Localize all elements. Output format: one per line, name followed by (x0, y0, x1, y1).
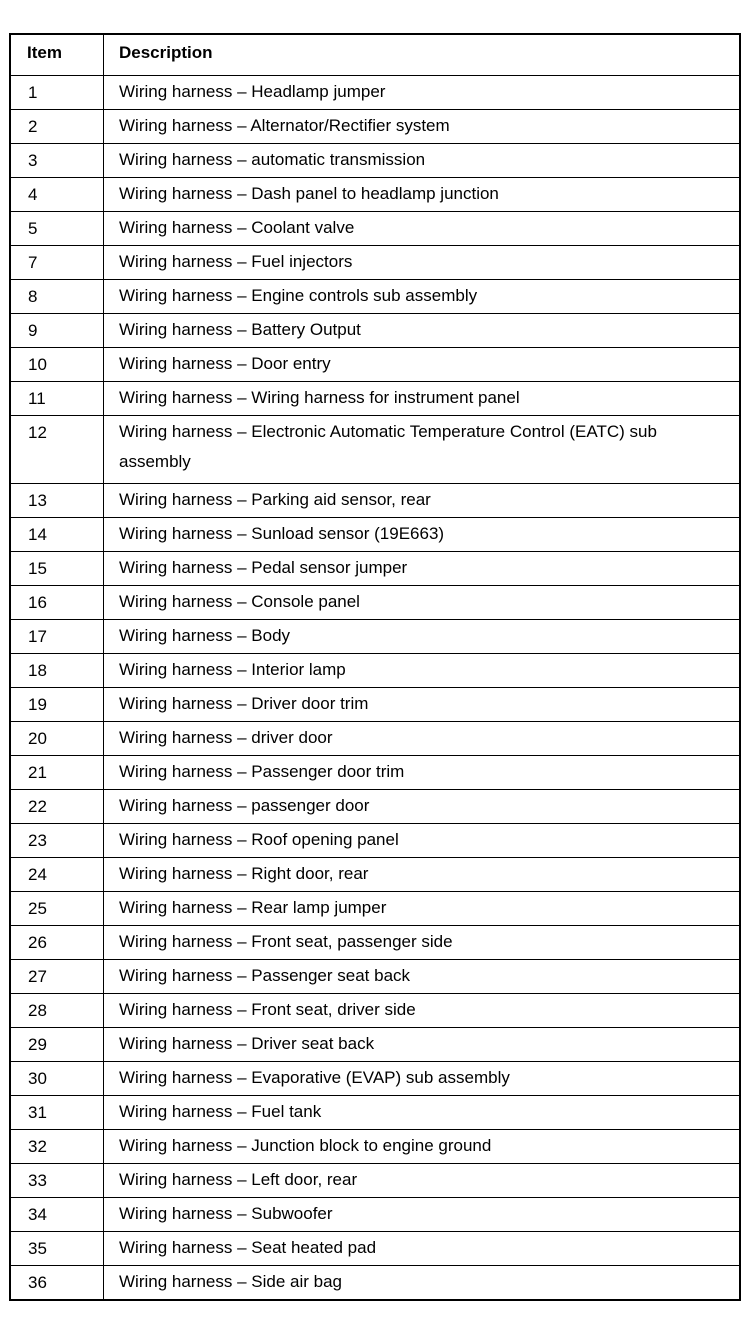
description-cell: Wiring harness – Junction block to engine ground (104, 1130, 741, 1164)
description-cell: Wiring harness – Door entry (104, 348, 741, 382)
table-row (10, 348, 740, 382)
table-header-row (10, 34, 740, 76)
description-cell: Wiring harness – Console panel (104, 586, 741, 620)
item-number-cell: 8 (10, 280, 104, 314)
description-cell: Wiring harness – Side air bag (104, 1266, 741, 1301)
table-row (10, 858, 740, 892)
item-number-cell: 10 (10, 348, 104, 382)
table-row (10, 110, 740, 144)
item-number-cell: 22 (10, 790, 104, 824)
description-cell: Wiring harness – passenger door (104, 790, 741, 824)
table-row (10, 960, 740, 994)
item-number-cell: 15 (10, 552, 104, 586)
description-cell: Wiring harness – Headlamp jumper (104, 76, 741, 110)
description-cell: Wiring harness – driver door (104, 722, 741, 756)
table-row (10, 76, 740, 110)
description-cell: Wiring harness – Parking aid sensor, rear (104, 484, 741, 518)
item-number-cell: 31 (10, 1096, 104, 1130)
table-row (10, 620, 740, 654)
table-row (10, 382, 740, 416)
description-cell: Wiring harness – Rear lamp jumper (104, 892, 741, 926)
item-number-cell: 11 (10, 382, 104, 416)
item-number-cell: 27 (10, 960, 104, 994)
table-row (10, 722, 740, 756)
item-number-cell: 19 (10, 688, 104, 722)
item-number-cell: 34 (10, 1198, 104, 1232)
description-cell: Wiring harness – Roof opening panel (104, 824, 741, 858)
table-row (10, 654, 740, 688)
item-number-cell: 16 (10, 586, 104, 620)
table-row (10, 1266, 740, 1301)
description-cell: Wiring harness – automatic transmission (104, 144, 741, 178)
item-number-cell: 21 (10, 756, 104, 790)
item-number-cell: 14 (10, 518, 104, 552)
table-row (10, 824, 740, 858)
table-row (10, 926, 740, 960)
description-cell: Wiring harness – Passenger door trim (104, 756, 741, 790)
table-row (10, 178, 740, 212)
table-row (10, 790, 740, 824)
description-cell: Wiring harness – Interior lamp (104, 654, 741, 688)
description-cell: Wiring harness – Evaporative (EVAP) sub assembly (104, 1062, 741, 1096)
item-number-cell: 9 (10, 314, 104, 348)
item-number-cell: 7 (10, 246, 104, 280)
table-row (10, 280, 740, 314)
description-cell: Wiring harness – Wiring harness for instrument panel (104, 382, 741, 416)
description-column-header: Description (104, 34, 741, 76)
table-row (10, 314, 740, 348)
wiring-harness-table (9, 33, 741, 1301)
table-row (10, 1164, 740, 1198)
item-number-cell: 28 (10, 994, 104, 1028)
table-row (10, 416, 740, 484)
description-cell: Wiring harness – Engine controls sub assembly (104, 280, 741, 314)
item-number-cell: 36 (10, 1266, 104, 1301)
description-cell: Wiring harness – Driver seat back (104, 1028, 741, 1062)
table-row (10, 1130, 740, 1164)
table-row (10, 1096, 740, 1130)
item-number-cell: 20 (10, 722, 104, 756)
table-row (10, 892, 740, 926)
item-number-cell: 18 (10, 654, 104, 688)
item-column-header: Item (10, 34, 104, 76)
item-number-cell: 3 (10, 144, 104, 178)
description-cell: Wiring harness – Seat heated pad (104, 1232, 741, 1266)
table-row (10, 756, 740, 790)
table-row (10, 586, 740, 620)
description-cell: Wiring harness – Passenger seat back (104, 960, 741, 994)
table-row (10, 1232, 740, 1266)
description-cell: Wiring harness – Front seat, passenger side (104, 926, 741, 960)
table-row (10, 144, 740, 178)
description-cell: Wiring harness – Alternator/Rectifier system (104, 110, 741, 144)
table-row (10, 1198, 740, 1232)
item-number-cell: 23 (10, 824, 104, 858)
description-cell: Wiring harness – Coolant valve (104, 212, 741, 246)
description-cell: Wiring harness – Dash panel to headlamp junction (104, 178, 741, 212)
item-number-cell: 25 (10, 892, 104, 926)
description-cell: Wiring harness – Fuel injectors (104, 246, 741, 280)
description-cell: Wiring harness – Driver door trim (104, 688, 741, 722)
description-cell: Wiring harness – Electronic Automatic Temperature Control (EATC) sub assembly (104, 416, 741, 484)
description-cell: Wiring harness – Fuel tank (104, 1096, 741, 1130)
description-cell: Wiring harness – Body (104, 620, 741, 654)
item-number-cell: 35 (10, 1232, 104, 1266)
item-number-cell: 26 (10, 926, 104, 960)
table-row (10, 212, 740, 246)
item-number-cell: 33 (10, 1164, 104, 1198)
table-row (10, 1062, 740, 1096)
item-number-cell: 32 (10, 1130, 104, 1164)
table-row (10, 688, 740, 722)
table-row (10, 552, 740, 586)
table-row (10, 1028, 740, 1062)
item-number-cell: 2 (10, 110, 104, 144)
description-cell: Wiring harness – Front seat, driver side (104, 994, 741, 1028)
item-number-cell: 13 (10, 484, 104, 518)
description-cell: Wiring harness – Pedal sensor jumper (104, 552, 741, 586)
item-number-cell: 24 (10, 858, 104, 892)
table-row (10, 246, 740, 280)
item-number-cell: 12 (10, 416, 104, 484)
item-number-cell: 4 (10, 178, 104, 212)
item-number-cell: 17 (10, 620, 104, 654)
table-row (10, 518, 740, 552)
table-body (10, 76, 740, 1301)
description-cell: Wiring harness – Sunload sensor (19E663) (104, 518, 741, 552)
item-number-cell: 30 (10, 1062, 104, 1096)
item-number-cell: 29 (10, 1028, 104, 1062)
description-cell: Wiring harness – Battery Output (104, 314, 741, 348)
item-number-cell: 5 (10, 212, 104, 246)
description-cell: Wiring harness – Left door, rear (104, 1164, 741, 1198)
item-number-cell: 1 (10, 76, 104, 110)
table-row (10, 484, 740, 518)
description-cell: Wiring harness – Right door, rear (104, 858, 741, 892)
description-cell: Wiring harness – Subwoofer (104, 1198, 741, 1232)
table-row (10, 994, 740, 1028)
